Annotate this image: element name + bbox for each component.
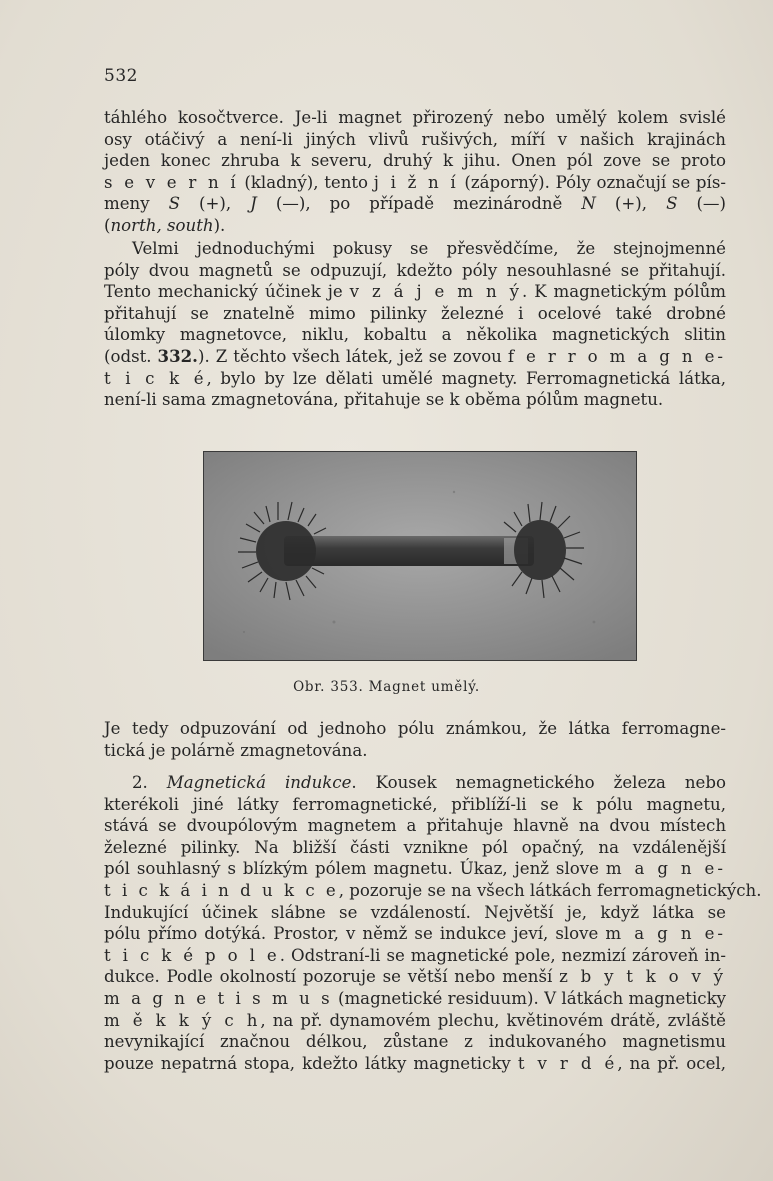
paragraph-4 — [104, 772, 762, 1074]
text-line: t i c k á i n d u k c e, pozoruje se na všech látkách ferromagnetických. — [104, 880, 762, 900]
text-line: železné pilinky. Na bližší části vznikne pól opačný, na vzdálenější — [104, 837, 726, 857]
text-line: meny S (+), J (—), po případě mezinárodně N (+), S (—) — [104, 194, 726, 214]
magnet-bar — [284, 536, 534, 566]
text-line: táhlého kosočtverce. Je-li magnet přirozený nebo umělý kolem svislé — [104, 108, 726, 127]
text-line: osy otáčivý a není-li jiných vlivů rušivých, míří v našich krajinách — [104, 129, 726, 149]
spaced-term: m a g n e t i s m u s — [104, 988, 333, 1008]
text-line: pouze nepatrná stopa, kdežto látky magneticky t v r d é, na př. ocel, — [104, 1053, 726, 1073]
text-line: Velmi jednoduchými pokusy se přesvědčíme, že stejnojmenné — [132, 239, 726, 258]
spaced-term: z b y t k o v ý — [559, 967, 726, 987]
spaced-term: t i c k é p o l e — [104, 945, 280, 965]
text-line: pól souhlasný s blízkým pólem magnetu. Úkaz, jenž slove m a g n e- — [104, 859, 726, 879]
text-line: pólu přímo dotýká. Prostor, v němž se indukce jeví, slove m a g n e- — [104, 924, 727, 944]
paragraph-3 — [104, 718, 726, 761]
spaced-term: t i c k é — [104, 368, 207, 388]
figure-caption: Obr. 353. Magnet umělý. — [293, 679, 480, 695]
text-line: m ě k k ý c h, na př. dynamovém plechu, květinovém drátě, zvláště — [104, 1010, 726, 1030]
figure-magnet-photo — [203, 451, 637, 661]
spaced-term: v z á j e m n ý — [349, 282, 522, 302]
section-title: Magnetická indukce — [166, 773, 352, 792]
text-line: (north, south). — [104, 215, 226, 235]
spaced-term: t i c k á i n d u k c e — [104, 880, 339, 900]
spaced-term: j i ž n í — [373, 172, 459, 192]
text-line: tická je polárně zmagnetována. — [104, 740, 368, 760]
text-line: t i c k é, bylo by lze dělati umělé magnety. Ferromagnetická látka, — [104, 368, 726, 388]
text-line: není-li sama zmagnetována, přitahuje se k oběma pólům magnetu. — [104, 390, 664, 410]
paragraph-2 — [104, 238, 726, 411]
spaced-term: t v r d é — [517, 1053, 618, 1073]
spaced-term: m a g n e- — [605, 859, 726, 879]
text-line: m a g n e t i s m u s (magnetické residuum). V látkách magneticky — [104, 988, 727, 1008]
spaced-term: m ě k k ý c h — [104, 1010, 261, 1030]
text-line: s e v e r n í (kladný), tento j i ž n í (záporný). Póly označují se pís- — [104, 172, 726, 192]
paragraph-1 — [104, 107, 726, 237]
text-line: kterékoli jiné látky ferromagnetické, přiblíží-li se k pólu magnetu, — [104, 794, 726, 814]
text-line: přitahují se znatelně mimo pilinky železné i ocelové také drobné — [104, 303, 726, 323]
text-line: úlomky magnetovce, niklu, kobaltu a několika magnetických slitin — [104, 325, 726, 345]
text-line: Tento mechanický účinek je v z á j e m n ý. K magnetickým pólům — [104, 282, 726, 302]
page-number: 532 — [104, 66, 138, 86]
text-line: t i c k é p o l e. Odstraní-li se magnetické pole, nezmizí zároveň in- — [104, 945, 726, 965]
section-heading-line: 2. Magnetická indukce. Kousek nemagnetického železa nebo — [132, 773, 726, 792]
text-line: Je tedy odpuzování od jednoho pólu známkou, že látka ferromagne- — [104, 719, 726, 738]
text-line: jeden konec zhruba k severu, druhý k jihu. Onen pól zove se proto — [104, 151, 726, 171]
text-line: dukce. Podle okolností pozoruje se větší nebo menší z b y t k o v ý — [104, 967, 726, 987]
spaced-term: m a g n e- — [605, 924, 727, 944]
text-line: póly dvou magnetů se odpuzují, kdežto póly nesouhlasné se přitahují. — [104, 260, 726, 280]
text-line: (odst. 332.). Z těchto všech látek, jež se zovou f e r r o m a g n e- — [104, 345, 727, 366]
spaced-term: f e r r o m a g n e- — [507, 346, 727, 366]
text-line: Indukující účinek slábne se vzdáleností. Největší je, když látka se — [104, 902, 726, 922]
spaced-term: s e v e r n í — [104, 172, 239, 192]
magnet-illustration — [204, 452, 636, 660]
text-line: nevynikající značnou délkou, zůstane z indukovaného magnetismu — [104, 1032, 726, 1052]
text-line: stává se dvoupólovým magnetem a přitahuje hlavně na dvou místech — [104, 816, 726, 836]
